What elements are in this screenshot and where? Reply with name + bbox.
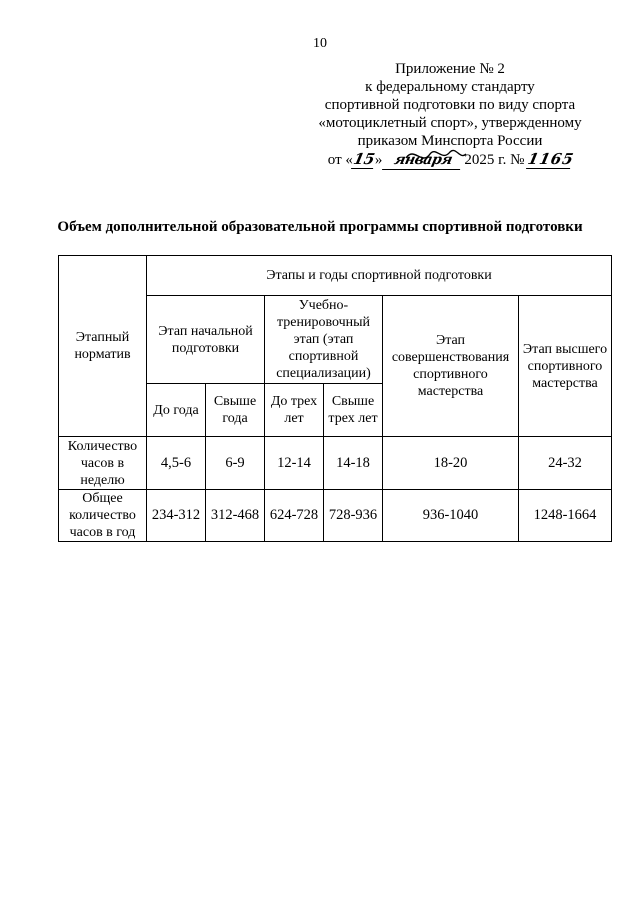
table-cell: 234-312 <box>147 490 206 542</box>
appendix-line-5: приказом Минспорта России <box>357 133 543 149</box>
table-cell: 6-9 <box>206 437 265 490</box>
table-cell: 14-18 <box>324 437 383 490</box>
table-cell: 12-14 <box>265 437 324 490</box>
row-label: Общее количество часов в год <box>59 490 147 542</box>
table-cell: 1248-1664 <box>519 490 612 542</box>
stages-header: Этапы и годы спортивной подготовки <box>147 256 612 296</box>
stage-improvement-header: Этап совершенствования спортивного мастерства <box>383 296 519 437</box>
table-cell: 18-20 <box>383 437 519 490</box>
order-month: января <box>382 151 464 170</box>
table-cell: 4,5-6 <box>147 437 206 490</box>
appendix-line-4: «мотоциклетный спорт», утвержденному <box>318 115 582 131</box>
table-cell: 936-1040 <box>383 490 519 542</box>
table-row <box>59 490 612 542</box>
sub-training-1: До трех лет <box>265 384 324 437</box>
stage-higher-header: Этап высшего спортивного мастерства <box>519 296 612 437</box>
order-prefix: от « <box>327 152 353 168</box>
signature-scribble <box>400 140 520 170</box>
appendix-line-1: Приложение № 2 <box>395 61 505 77</box>
order-number: 1165 <box>526 150 576 168</box>
table-cell: 624-728 <box>265 490 324 542</box>
table-row <box>59 437 612 490</box>
table-cell: 312-468 <box>206 490 265 542</box>
order-day: 15 <box>351 150 377 168</box>
table-corner-header: Этапный норматив <box>59 256 147 437</box>
order-year: 2025 г. № <box>464 152 525 168</box>
sub-initial-2: Свыше года <box>206 384 265 437</box>
page-number: 10 <box>313 36 327 51</box>
table-cell: 24-32 <box>519 437 612 490</box>
sub-initial-1: До года <box>147 384 206 437</box>
sub-training-2: Свыше трех лет <box>324 384 383 437</box>
order-quote-close: » <box>374 152 383 168</box>
appendix-line-2: к федеральному стандарту <box>365 79 535 95</box>
appendix-line-3: спортивной подготовки по виду спорта <box>324 97 576 113</box>
document-title: Объем дополнительной образовательной программы спортивной подготовки <box>57 219 583 235</box>
row-label: Количество часов в неделю <box>59 437 147 490</box>
table-cell: 728-936 <box>324 490 383 542</box>
norms-table <box>58 255 612 542</box>
stage-training-header: Учебно-тренировочный этап (этап спортивной специализации) <box>265 296 383 384</box>
stage-initial-header: Этап начальной подготовки <box>147 296 265 384</box>
